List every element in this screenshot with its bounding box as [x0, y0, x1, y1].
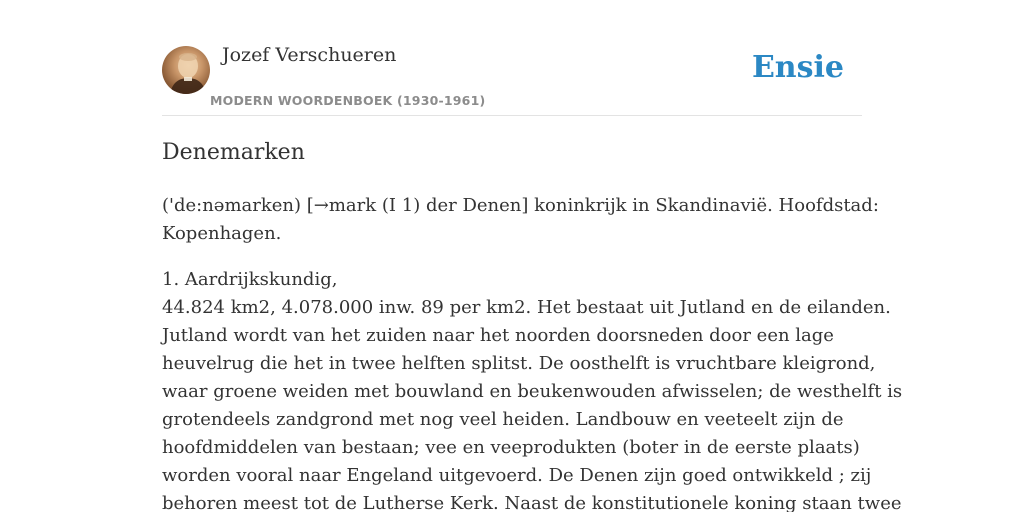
text-line: Jutland wordt van het zuiden naar het noorden doorsneden door een lage	[162, 325, 834, 346]
ensie-logo[interactable]: Ensie	[751, 50, 844, 85]
dictionary-source[interactable]: MODERN WOORDENBOEK (1930-1961)	[210, 93, 486, 108]
section-heading: 1. Aardrijkskundig,	[162, 269, 338, 290]
text-line: behoren meest tot de Lutherse Kerk. Naast de konstitutionele koning staan twee	[162, 493, 902, 512]
entry-intro	[162, 192, 879, 248]
author-name[interactable]: Jozef Verschueren	[222, 44, 397, 66]
text-line: Kopenhagen.	[162, 223, 282, 244]
text-line: ('de:nəmarken) [→mark (I 1) der Denen] koninkrijk in Skandinavië. Hoofdstad:	[162, 195, 879, 216]
text-line: heuvelrug die het in twee helften splitst. De oosthelft is vruchtbare kleigrond,	[162, 353, 876, 374]
text-line: 44.824 km2, 4.078.000 inw. 89 per km2. Het bestaat uit Jutland en de eilanden.	[162, 297, 891, 318]
portrait-icon	[162, 46, 210, 94]
text-line: grotendeels zandgrond met nog veel heiden. Landbouw en veeteelt zijn de	[162, 409, 844, 430]
text-line: worden vooral naar Engeland uitgevoerd. De Denen zijn goed ontwikkeld ; zij	[162, 465, 872, 486]
text-line: hoofdmiddelen van bestaan; vee en veeprodukten (boter in de eerste plaats)	[162, 437, 860, 458]
entry-section	[162, 266, 903, 512]
header	[162, 0, 862, 116]
text-line: waar groene weiden met bouwland en beukenwouden afwisselen; de westhelft is	[162, 381, 903, 402]
entry-body	[162, 192, 903, 512]
author-avatar[interactable]	[162, 46, 210, 94]
content-container	[162, 0, 903, 512]
entry-title: Denemarken	[162, 140, 305, 165]
